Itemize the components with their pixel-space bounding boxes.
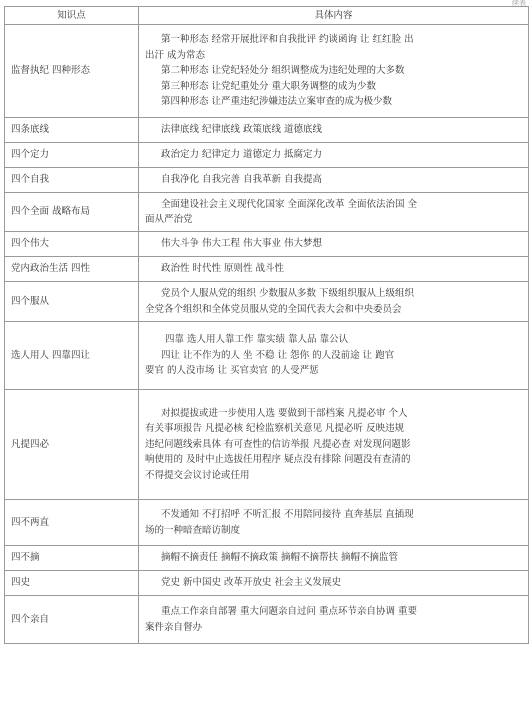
continued-mark: 续表 [512,0,526,7]
table-row [5,257,529,282]
row-topic: 四个全面 战略布局 [5,193,139,232]
row-topic: 凡提四必 [5,390,139,500]
row-content [139,596,529,644]
table-row [5,143,529,168]
table-row [5,168,529,193]
content-line: 出汗 成为常态 [145,49,206,61]
row-content [139,322,529,390]
table-row [5,232,529,257]
content-line: 不发通知 不打招呼 不听汇报 不用陪同接待 直奔基层 直插现 [161,509,414,520]
content-line: 法律底线 纪律底线 政策底线 道德底线 [161,124,323,136]
content-line: 摘帽不摘责任 摘帽不摘政策 摘帽不摘帮扶 摘帽不摘监管 [161,552,399,564]
row-topic: 监督执纪 四种形态 [5,25,139,118]
content-line: 案件亲自督办 [145,621,203,633]
table-row [5,571,529,596]
table-row [5,500,529,546]
content-line: 重点工作亲自部署 重大问题亲自过问 重点环节亲自协调 重要 [161,606,418,617]
content-line: 政治定力 纪律定力 道德定力 抵腐定力 [161,149,323,161]
content-line: 第二种形态 让党纪轻处分 组织调整成为违纪处理的大多数 [161,65,405,77]
content-line: 面从严治党 [145,214,193,225]
row-content [139,118,529,143]
table-row [5,282,529,322]
row-topic: 党内政治生活 四性 [5,257,139,282]
row-topic: 四个伟大 [5,232,139,257]
table-row [5,596,529,644]
content-line: 不得提交会议讨论或任用 [145,469,250,481]
content-line: 全党各个组织和全体党员服从党的全国代表大会和中央委员会 [145,303,402,315]
row-content [139,500,529,546]
row-content [139,257,529,282]
content-line: 第三种形态 让党纪重处分 重大职务调整的成为少数 [161,80,377,92]
row-content [139,25,529,118]
row-topic: 四不两直 [5,500,139,546]
row-content [139,193,529,232]
row-topic: 四史 [5,571,139,596]
row-topic: 四不摘 [5,546,139,571]
row-topic: 四个自我 [5,168,139,193]
content-line: 党史 新中国史 改革开放史 社会主义发展史 [161,577,342,589]
content-line: 对拟提拔或进一步使用人选 要做到干部档案 凡提必审 个人 [161,407,408,419]
content-line: 场的一种暗查暗访制度 [145,524,241,536]
row-topic: 四个亲自 [5,596,139,644]
header-topic: 知识点 [5,7,139,25]
row-topic: 四条底线 [5,118,139,143]
content-line: 四靠 选人用人靠工作 靠实绩 靠人品 靠公认 [165,334,349,346]
content-line: 第四种形态 让严重违纪涉嫌违法立案审查的成为极少数 [161,96,393,108]
table-row [5,546,529,571]
row-content [139,168,529,193]
row-topic: 选人用人 四靠四让 [5,322,139,390]
row-topic: 四个服从 [5,282,139,322]
table-row [5,193,529,232]
table-header-row [5,7,529,25]
content-line: 自我净化 自我完善 自我革新 自我提高 [161,174,323,186]
content-line: 四让 让不作为的人 坐 不稳 让 怨你 的人没前途 让 跑官 [161,349,395,361]
content-line: 第一种形态 经常开展批评和自我批评 约谈函询 让 红红脸 出 [161,34,414,46]
row-content [139,390,529,500]
knowledge-table [4,6,529,644]
content-line: 全面建设社会主义现代化国家 全面深化改革 全面依法治国 全 [161,198,418,210]
row-content [139,571,529,596]
table-row [5,390,529,500]
content-line: 有关事项报告 凡提必核 纪检监察机关意见 凡提必听 反映违规 [145,423,405,435]
row-content [139,282,529,322]
content-line: 党员个人服从党的组织 少数服从多数 下级组织服从上级组织 [161,288,415,299]
content-line: 要官 的人没市场 让 买官卖官 的人受严惩 [145,365,319,377]
content-line: 政治性 时代性 原则性 战斗性 [161,263,285,275]
row-topic: 四个定力 [5,143,139,168]
table-row [5,118,529,143]
row-content [139,546,529,571]
header-content: 具体内容 [139,7,529,25]
content-line: 响使用的 及时中止选拔任用程序 疑点没有排除 问题没有查清的 [145,454,411,466]
content-line: 伟大斗争 伟大工程 伟大事业 伟大梦想 [161,238,323,250]
table-row [5,25,529,118]
row-content [139,143,529,168]
content-line: 违纪问题线索具体 有可查性的信访举报 凡提必查 对发现问题影 [145,438,411,450]
row-content [139,232,529,257]
table-row [5,322,529,390]
